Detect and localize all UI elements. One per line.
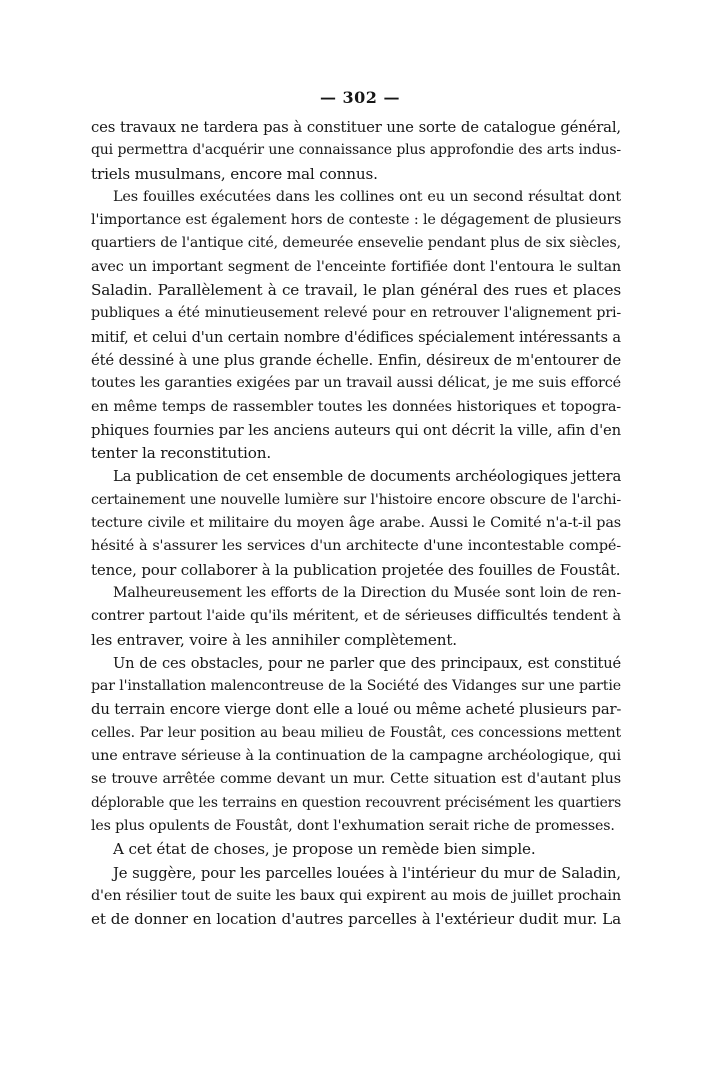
- text-line: avec un important segment de l'enceinte fortifiée dont l'entoura le sultan: [91, 258, 621, 275]
- body-text: [91, 116, 621, 931]
- text-line: quartiers de l'antique cité, demeurée ensevelie pendant plus de six siècles,: [91, 235, 621, 252]
- text-line: hésité à s'assurer les services d'un architecte d'une incontestable compé-: [91, 538, 621, 555]
- text-line: Les fouilles exécutées dans les collines ont eu un second résultat dont: [113, 188, 621, 205]
- text-line: en même temps de rassembler toutes les données historiques et topogra-: [91, 398, 621, 415]
- text-line: une entrave sérieuse à la continuation de la campagne archéologique, qui: [91, 748, 621, 765]
- text-line: certainement une nouvelle lumière sur l'histoire encore obscure de l'archi-: [91, 491, 621, 508]
- text-line: celles. Par leur position au beau milieu de Foustât, ces concessions mettent: [91, 724, 621, 741]
- text-line: été dessiné à une plus grande échelle. Enfin, désireux de m'entourer de: [91, 351, 621, 369]
- text-line: Un de ces obstacles, pour ne parler que des principaux, est constitué: [113, 654, 621, 672]
- text-line: qui permettra d'acquérir une connaissance plus approfondie des arts indus-: [91, 142, 621, 159]
- text-line: l'importance est également hors de conteste : le dégagement de plusieurs: [91, 212, 622, 229]
- text-line: les entraver, voire à les annihiler complètement.: [91, 630, 457, 649]
- text-line: d'en résilier tout de suite les baux qui expirent au mois de juillet prochain: [91, 887, 621, 904]
- text-line: triels musulmans, encore mal connus.: [91, 164, 378, 183]
- text-line: tence, pour collaborer à la publication projetée des fouilles de Foustât.: [91, 560, 621, 579]
- text-line: mitif, et celui d'un certain nombre d'édifices spécialement intéressants a: [91, 328, 621, 346]
- text-line: toutes les garanties exigées par un travail aussi délicat, je me suis efforcé: [91, 375, 621, 392]
- text-line: du terrain encore vierge dont elle a loué ou même acheté plusieurs par-: [91, 701, 622, 719]
- text-line: tenter la reconstitution.: [91, 444, 272, 463]
- text-line: déplorable que les terrains en question recouvrent précisément les quartiers: [91, 794, 621, 811]
- text-line: La publication de cet ensemble de documents archéologiques jettera: [113, 468, 622, 486]
- text-line: phiques fournies par les anciens auteurs qui ont décrit la ville, afin d'en: [91, 421, 621, 439]
- text-line: et de donner en location d'autres parcelles à l'extérieur dudit mur. La: [91, 910, 621, 929]
- text-line: tecture civile et militaire du moyen âge arabe. Aussi le Comité n'a-t-il pas: [91, 515, 621, 532]
- text-line: les plus opulents de Foustât, dont l'exhumation serait riche de promesses.: [91, 817, 615, 834]
- text-line: publiques a été minutieusement relevé pour en retrouver l'alignement pri-: [91, 305, 621, 322]
- page-number: — 302 —: [319, 88, 401, 107]
- text-line: contrer partout l'aide qu'ils méritent, et de sérieuses difficultés tendent à: [91, 608, 621, 625]
- text-line: se trouve arrêtée comme devant un mur. Cette situation est d'autant plus: [91, 771, 621, 788]
- text-line: Malheureusement les efforts de la Direction du Musée sont loin de ren-: [113, 584, 621, 601]
- text-line: par l'installation malencontreuse de la Société des Vidanges sur une partie: [91, 678, 621, 695]
- text-line: ces travaux ne tardera pas à constituer une sorte de catalogue général,: [91, 119, 621, 136]
- text-line: A cet état de choses, je propose un remède bien simple.: [113, 840, 536, 859]
- text-line: Je suggère, pour les parcelles louées à l'intérieur du mur de Saladin,: [113, 864, 621, 882]
- text-line: Saladin. Parallèlement à ce travail, le plan général des rues et places: [91, 281, 621, 300]
